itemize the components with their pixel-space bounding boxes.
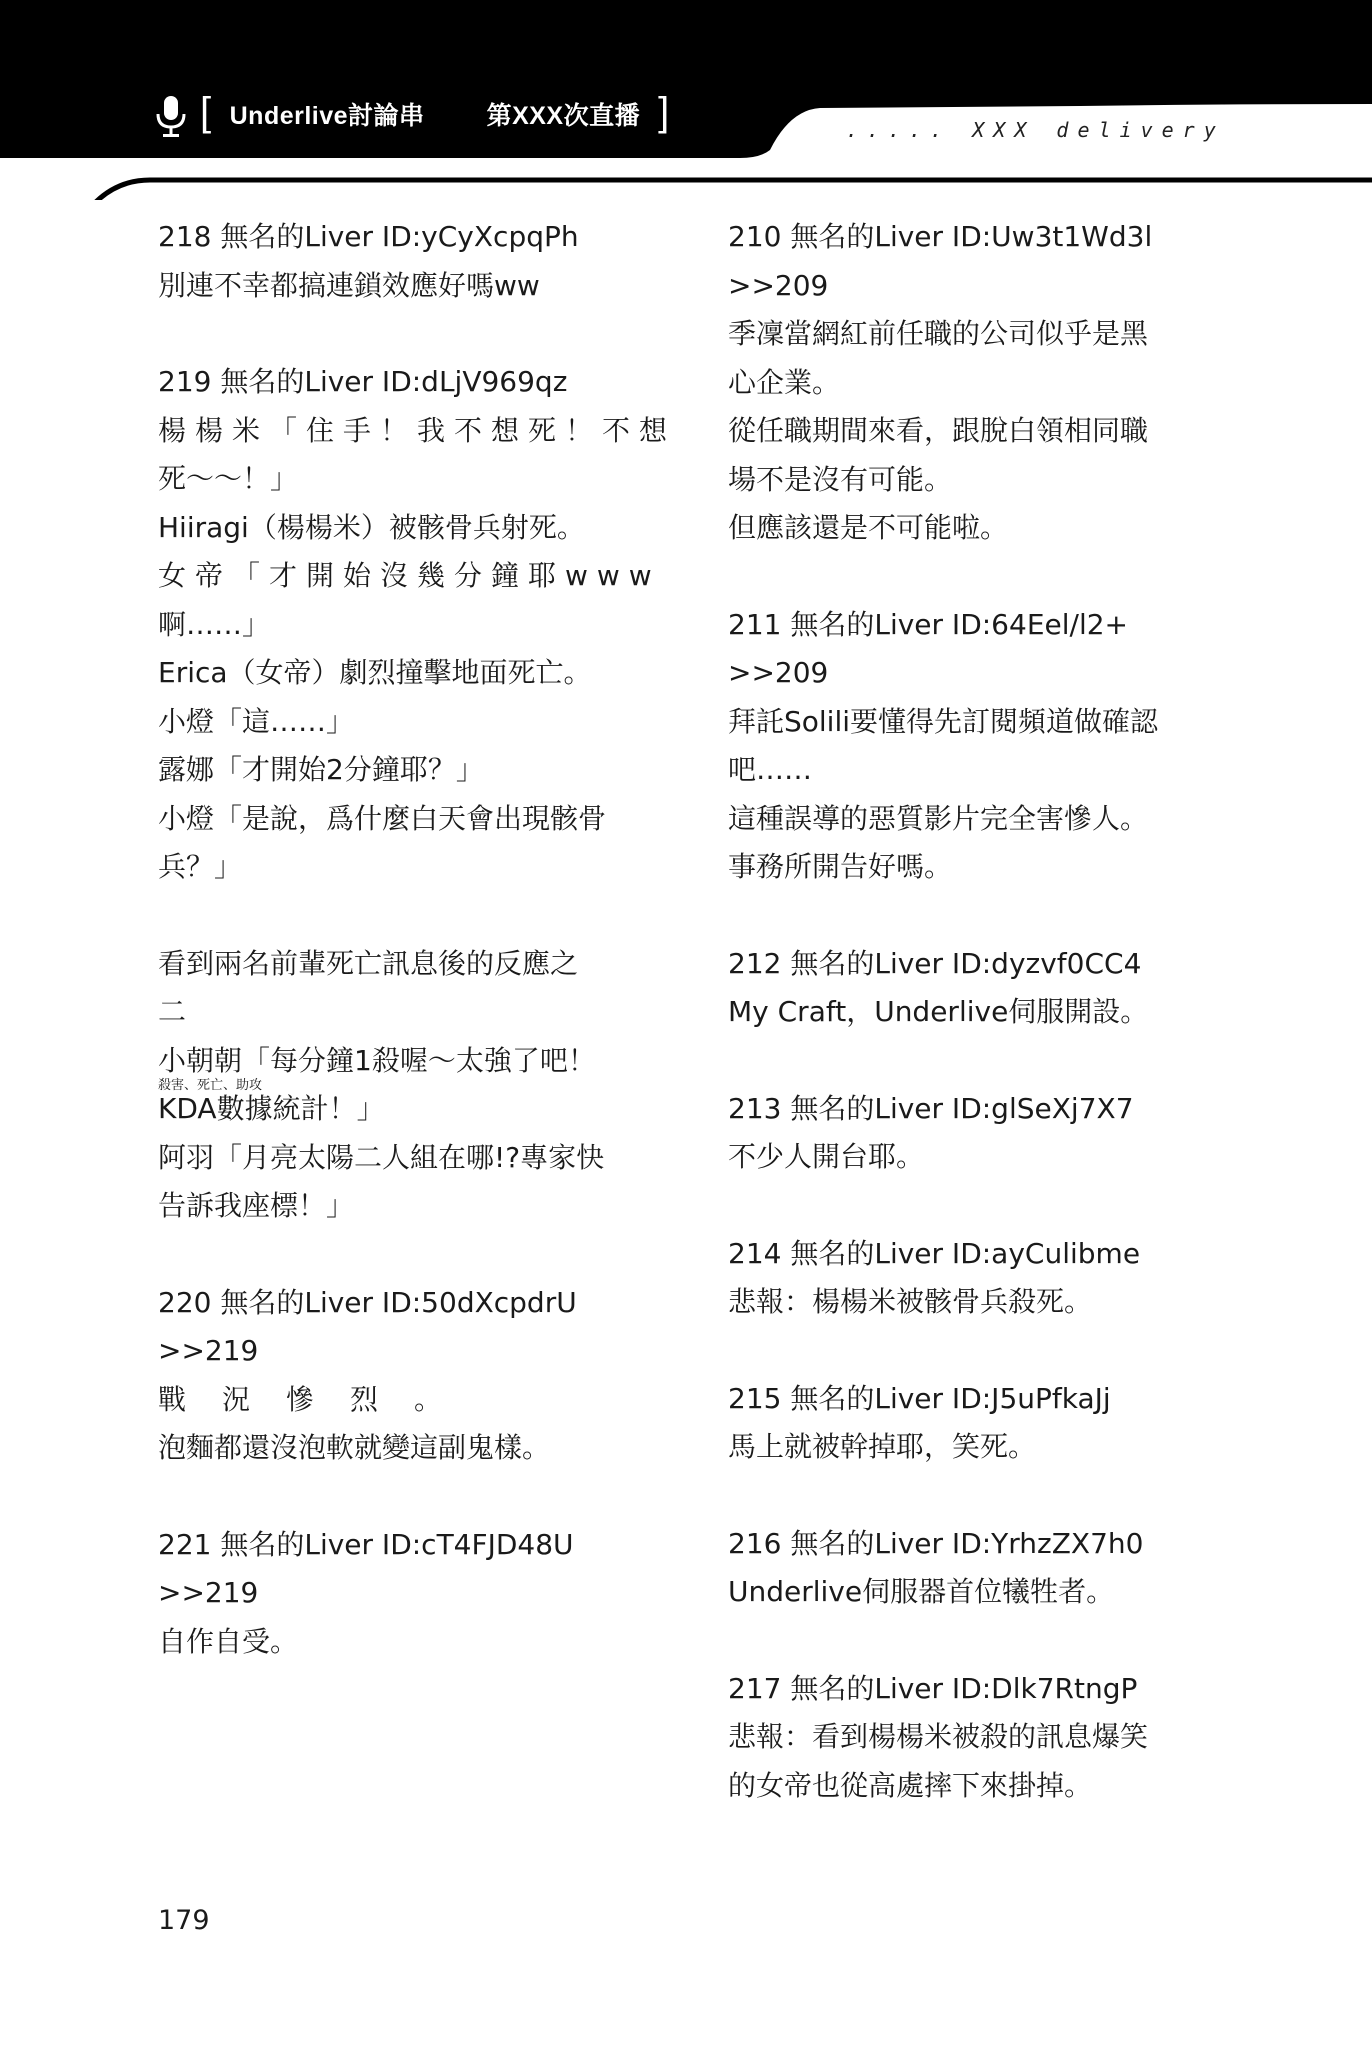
- post-line: [728, 1568, 1218, 1617]
- forum-post: [728, 1375, 1218, 1472]
- post-line: [158, 601, 648, 650]
- post-line-text: 吧……: [728, 753, 813, 786]
- post-header: 210 無名的Liver ID:Uw3t1Wd3l: [728, 220, 1153, 253]
- post-line: [728, 1133, 1218, 1182]
- post-line-text: 小朝朝「每分鐘1殺喔～太強了吧！: [158, 1043, 596, 1077]
- forum-post: [158, 1521, 648, 1667]
- post-line-text: 阿羽「月亮太陽二人組在哪!?專家快: [158, 1140, 605, 1174]
- post-line: [728, 649, 1218, 698]
- post-line-text: 這種誤導的惡質影片完全害慘人。: [728, 801, 1149, 835]
- forum-post: [728, 1520, 1218, 1617]
- post-line: [158, 455, 648, 504]
- post-line: [158, 843, 648, 892]
- forum-post: [158, 358, 677, 892]
- post-line: [158, 1569, 648, 1618]
- post-line: [158, 262, 648, 311]
- post-line-text: 自作自受。: [158, 1624, 299, 1658]
- post-line: [158, 988, 648, 1037]
- post-line: [158, 1618, 648, 1667]
- forum-post: [728, 213, 1218, 553]
- post-line: [728, 1423, 1218, 1472]
- post-line-text: 女帝「才開始沒幾分鐘耶www: [158, 559, 661, 592]
- post-line-text: Hiiragi（楊楊米）被骸骨兵射死。: [158, 510, 585, 544]
- forum-post: [728, 1085, 1218, 1182]
- post-line: [728, 795, 1218, 844]
- forum-post: [728, 940, 1218, 1037]
- post-line: [158, 504, 648, 553]
- post-header: 219 無名的Liver ID:dLjV969qz: [158, 365, 568, 398]
- post-line-text: >>209: [728, 268, 829, 302]
- post-line-text: 拜託Solili要懂得先訂閱頻道做確認: [728, 704, 1159, 738]
- right-column: [728, 213, 1218, 1858]
- post-line-text: 季凜當網紅前任職的公司似乎是黑: [728, 317, 1149, 350]
- post-line: [728, 746, 1218, 795]
- post-line-text: 的女帝也從高處摔下來掛掉。: [728, 1768, 1093, 1802]
- microphone-icon: [153, 94, 189, 138]
- post-line-text: 楊楊米「住手！我不想死！不想: [158, 413, 677, 447]
- post-line-text: 事務所開告好嗎。: [728, 850, 953, 883]
- post-line: [158, 407, 677, 456]
- post-line-text: 死～～！」: [158, 462, 299, 495]
- post-line-text: >>209: [728, 656, 829, 689]
- post-line-text: 馬上就被幹掉耶，笑死。: [728, 1430, 1037, 1463]
- post-line-text: 露娜「才開始2分鐘耶？」: [158, 753, 484, 786]
- post-line-text: 小燈「這……」: [158, 704, 355, 738]
- bracket-close: ]: [658, 90, 670, 134]
- post-line-text: 二: [158, 995, 187, 1028]
- post-line-text: 泡麵都還沒泡軟就變這副鬼樣。: [158, 1431, 551, 1464]
- post-line-text: 但應該還是不可能啦。: [728, 511, 1009, 544]
- forum-post: [158, 1279, 648, 1473]
- post-line-text: 啊……」: [158, 607, 271, 641]
- post-line: [158, 746, 648, 795]
- post-line: [728, 359, 1218, 408]
- post-line: [728, 843, 1218, 892]
- forum-post: [728, 1230, 1218, 1327]
- post-line-text: 別連不幸都搞連鎖效應好嗎ww: [158, 268, 540, 302]
- post-line: [728, 1713, 1218, 1762]
- post-line: [158, 1376, 648, 1425]
- post-line-text: Underlive伺服器首位犧牲者。: [728, 1575, 1115, 1608]
- post-header: 213 無名的Liver ID:glSeXj7X7: [728, 1091, 1134, 1125]
- forum-post: [158, 940, 648, 1231]
- post-line-text: 悲報：看到楊楊米被殺的訊息爆笑: [728, 1720, 1149, 1753]
- post-line-text: >>219: [158, 1576, 259, 1609]
- post-line-text: KDA數據統計！」: [158, 1092, 385, 1125]
- header-title: [200, 90, 670, 138]
- post-line: [158, 940, 648, 989]
- post-line-text: 從任職期間來看，跟脫白領相同職: [728, 414, 1149, 447]
- post-line: [158, 1424, 648, 1473]
- ruby-annotation: 殺害、死亡、助攻: [158, 1078, 263, 1093]
- forum-post: [728, 1665, 1218, 1811]
- post-line: [728, 504, 1218, 553]
- post-line-text: My Craft，Underlive伺服開設。: [728, 995, 1149, 1028]
- post-line: [728, 1278, 1218, 1327]
- post-header: 220 無名的Liver ID:50dXcpdrU: [158, 1285, 577, 1319]
- post-header: 211 無名的Liver ID:64Eel/l2+: [728, 607, 1128, 641]
- post-header: 217 無名的Liver ID:Dlk7RtngP: [728, 1671, 1138, 1705]
- page-number: 179: [158, 1905, 210, 1936]
- post-line: [158, 552, 661, 601]
- post-line-text: >>219: [158, 1334, 259, 1367]
- post-header: 218 無名的Liver ID:yCyXcpqPh: [158, 220, 579, 253]
- post-header: 215 無名的Liver ID:J5uPfkaJj: [728, 1381, 1111, 1415]
- forum-post: [158, 213, 648, 310]
- post-line: [158, 795, 648, 844]
- post-line: [728, 407, 1218, 456]
- post-line: [728, 310, 1218, 359]
- post-line-text: Erica（女帝）劇烈撞擊地面死亡。: [158, 656, 592, 689]
- post-line-text: 不少人開台耶。: [728, 1140, 925, 1173]
- post-line-text: 場不是沒有可能。: [728, 462, 953, 496]
- post-line: [158, 649, 648, 698]
- post-line-text: 戰況慘烈。: [158, 1382, 479, 1416]
- post-line-text: 告訴我座標！」: [158, 1189, 355, 1222]
- forum-post: [728, 601, 1218, 892]
- post-line: [728, 698, 1218, 747]
- bracket-open: [: [200, 90, 212, 134]
- post-line: [158, 1327, 648, 1376]
- post-header: 216 無名的Liver ID:YrhzZX7h0: [728, 1526, 1144, 1560]
- post-header: 221 無名的Liver ID:cT4FJD48U: [158, 1527, 574, 1561]
- post-header: 214 無名的Liver ID:ayCulibme: [728, 1236, 1141, 1270]
- post-line: [728, 988, 1218, 1037]
- post-line-text: 兵？」: [158, 850, 243, 883]
- post-line: [158, 1134, 648, 1183]
- post-line: [728, 1762, 1218, 1811]
- post-line: [158, 1078, 648, 1134]
- header-subtitle: ..... XXX delivery: [846, 118, 1225, 142]
- left-column: [158, 213, 677, 1714]
- post-line-text: 小燈「是說，爲什麼白天會出現骸骨: [158, 801, 607, 835]
- post-line-text: 心企業。: [728, 365, 841, 399]
- post-line-text: 悲報：楊楊米被骸骨兵殺死。: [728, 1285, 1093, 1318]
- post-line: [728, 456, 1218, 505]
- post-header: 212 無名的Liver ID:dyzvf0CC4: [728, 946, 1142, 980]
- stream-name: 第XXX次直播: [486, 102, 641, 130]
- post-line-text: 看到兩名前輩死亡訊息後的反應之: [158, 946, 579, 980]
- thread-name: Underlive討論串: [229, 102, 425, 130]
- post-line: [728, 262, 1218, 311]
- post-line: [158, 1182, 648, 1231]
- post-line: [158, 698, 648, 747]
